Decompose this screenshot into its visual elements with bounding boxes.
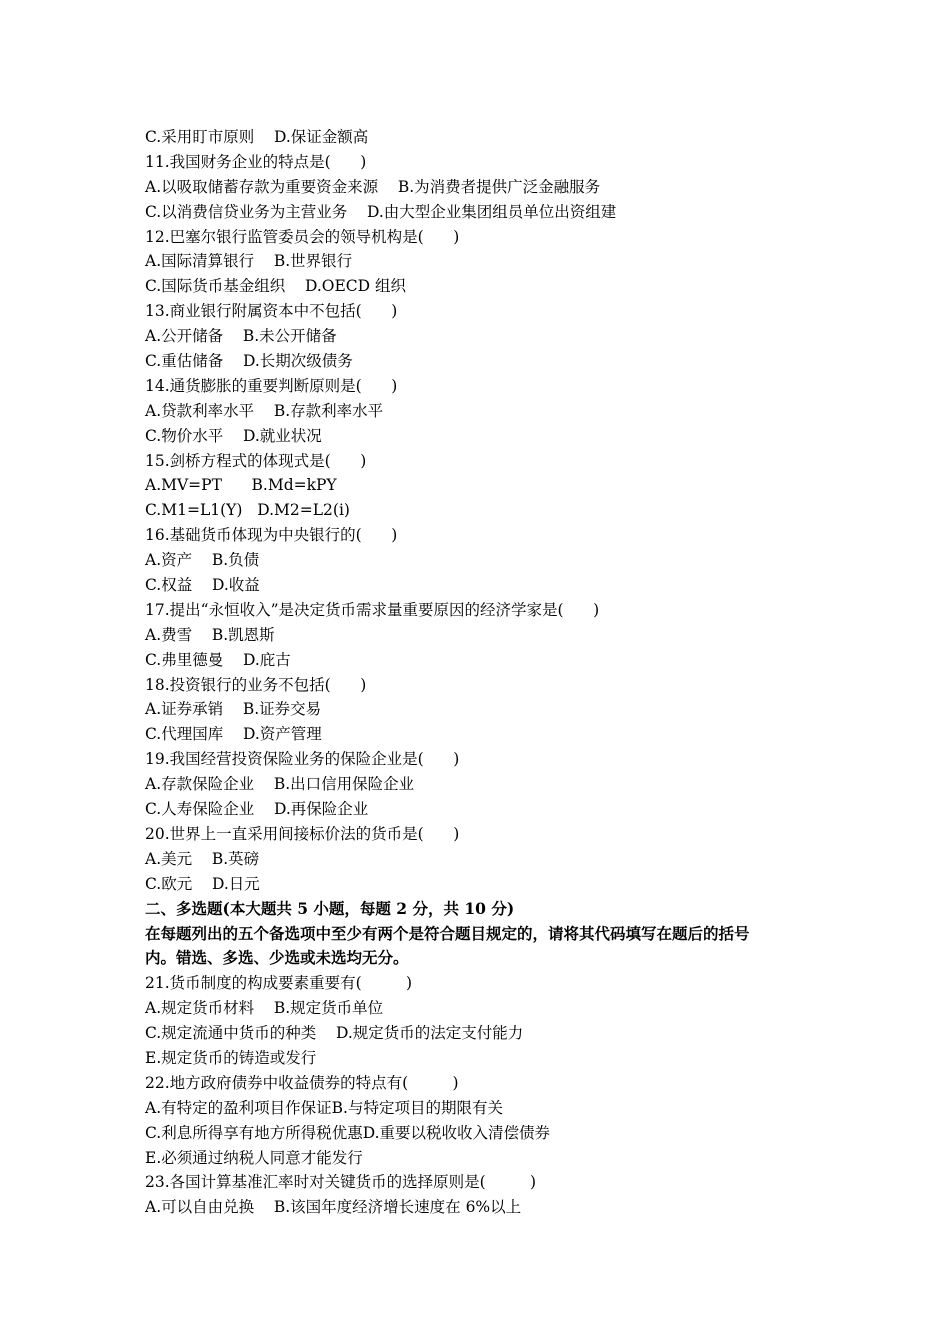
text-line: C.欧元 D.日元: [145, 874, 260, 893]
text-line: C.采用盯市原则 D.保证金额高: [145, 128, 369, 146]
text-line: C.弗里德曼 D.庇古: [145, 650, 291, 669]
text-line: 16.基础货币体现为中央银行的( ): [145, 526, 398, 545]
text-line: A.以吸取储蓄存款为重要资金来源 B.为消费者提供广泛金融服务: [145, 177, 601, 196]
text-line: A.贷款利率水平 B.存款利率水平: [145, 401, 384, 420]
text-line: 15.剑桥方程式的体现式是( ): [145, 451, 367, 470]
text-line: A.国际清算银行 B.世界银行: [145, 252, 353, 271]
text-line: 21.货币制度的构成要素重要有( ): [145, 974, 413, 993]
text-line: C.代理国库 D.资产管理: [145, 725, 322, 744]
text-line: 18.投资银行的业务不包括( ): [145, 675, 367, 694]
section-heading-line: 二、多选题(本大题共 5 小题，每题 2 分，共 10 分): [145, 898, 515, 918]
text-line: A.存款保险企业 B.出口信用保险企业: [145, 775, 415, 794]
text-line: C.人寿保险企业 D.再保险企业: [145, 800, 369, 819]
text-line: A.规定货币材料 B.规定货币单位: [145, 999, 384, 1018]
text-line: C.权益 D.收益: [145, 576, 260, 595]
text-line: A.证券承销 B.证券交易: [145, 700, 322, 719]
text-line: C.重估储备 D.长期次级债务: [145, 352, 353, 371]
text-line: A.费雪 B.凯恩斯: [145, 625, 275, 644]
document-body: [145, 125, 825, 1220]
text-line: A.公开储备 B.未公开储备: [145, 327, 337, 346]
text-line: A.MV=PT B.Md=kPY: [145, 476, 337, 495]
text-line: C.利息所得享有地方所得税优惠D.重要以税收收入清偿债券: [145, 1123, 551, 1142]
text-line: A.美元 B.英磅: [145, 849, 260, 868]
text-line: A.资产 B.负债: [145, 551, 260, 570]
text-line: A.有特定的盈利项目作保证B.与特定项目的期限有关: [145, 1098, 503, 1117]
text-line: E.必须通过纳税人同意才能发行: [145, 1148, 363, 1167]
text-line: 12.巴塞尔银行监管委员会的领导机构是( ): [145, 227, 460, 246]
text-line: 13.商业银行附属资本中不包括( ): [145, 302, 398, 321]
text-line: A.可以自由兑换 B.该国年度经济增长速度在 6%以上: [145, 1198, 522, 1217]
section-heading-line: 在每题列出的五个备选项中至少有两个是符合题目规定的，请将其代码填写在题后的括号: [145, 923, 750, 943]
text-line: E.规定货币的铸造或发行: [145, 1048, 317, 1067]
text-line: C.规定流通中货币的种类 D.规定货币的法定支付能力: [145, 1024, 524, 1043]
text-line: 11.我国财务企业的特点是( ): [145, 152, 367, 171]
text-line: 23.各国计算基准汇率时对关键货币的选择原则是( ): [145, 1173, 537, 1192]
section-heading-line: 内。错选、多选、少选或未选均无分。: [145, 948, 409, 968]
text-line: 14.通货膨胀的重要判断原则是( ): [145, 376, 398, 395]
text-line: 22.地方政府债券中收益债券的特点有( ): [145, 1073, 459, 1092]
text-line: C.M1=L1(Y) D.M2=L2(i): [145, 501, 350, 520]
text-line: C.国际货币基金组织 D.OECD 组织: [145, 277, 406, 296]
text-line: C.以消费信贷业务为主营业务 D.由大型企业集团组员单位出资组建: [145, 202, 617, 221]
text-line: 19.我国经营投资保险业务的保险企业是( ): [145, 750, 460, 769]
text-line: 17.提出“永恒收入”是决定货币需求量重要原因的经济学家是( ): [145, 600, 600, 619]
text-line: 20.世界上一直采用间接标价法的货币是( ): [145, 824, 460, 843]
text-line: C.物价水平 D.就业状况: [145, 426, 322, 445]
